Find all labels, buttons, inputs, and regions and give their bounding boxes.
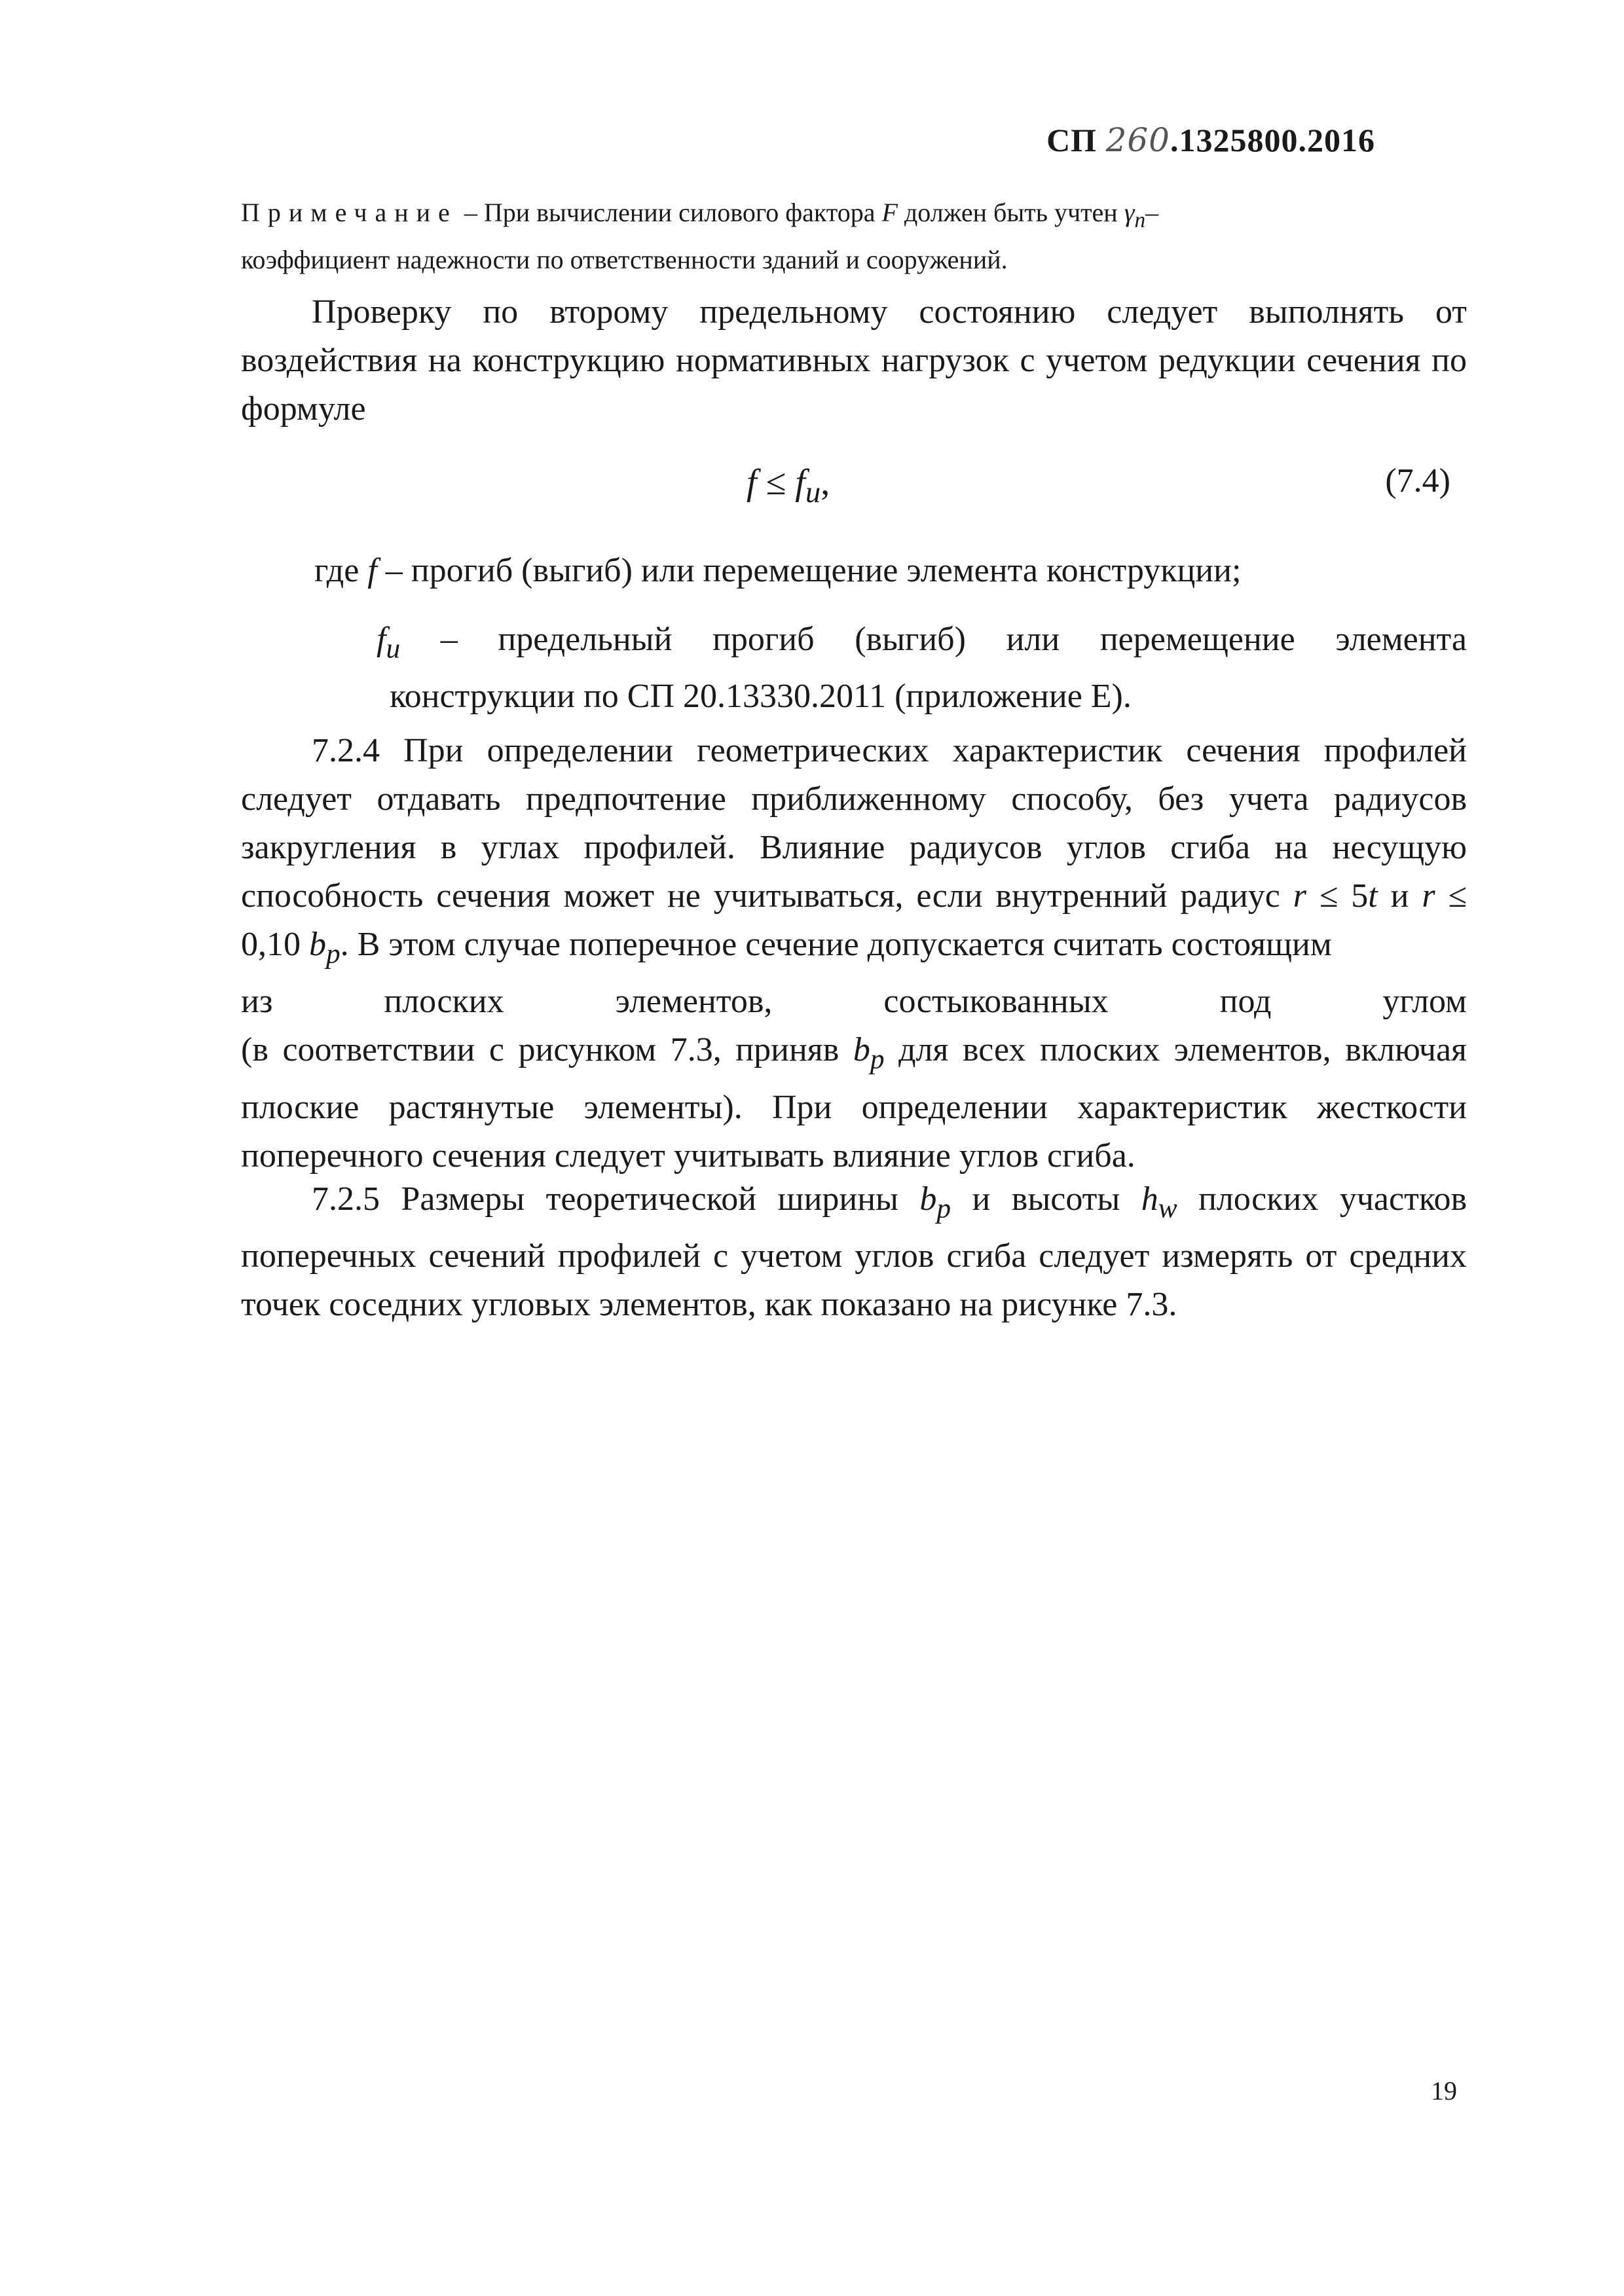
note-symbol-F: F [881, 198, 898, 227]
fu-definition-line-1 [377, 615, 1467, 672]
paragraph-7-2-4-tail [241, 1026, 1467, 1180]
p724-bp2: b [853, 1031, 870, 1069]
spread-word: под [1219, 983, 1272, 1021]
p725-text-3: плоских участков поперечных сечений профилей с учетом углов сгиба следует измерять от средних точек соседних угловых элементов, как показано на рисунке 7.3. [241, 1180, 1467, 1324]
paragraph-second-limit-state: Проверку по второму предельному состоянию следует выполнять от воздействия на конструкцию нормативных нагрузок с учетом редукции сечения по формуле [241, 293, 1467, 428]
p725-bp: b [919, 1180, 937, 1218]
note-block [241, 193, 1467, 280]
spread-word: элементов, [615, 983, 773, 1021]
note-dash: – [1145, 198, 1159, 227]
p724-bp: b [309, 926, 326, 963]
p724-t: t [1368, 877, 1378, 915]
p725-hw-sub: w [1158, 1192, 1177, 1224]
formula-7-4 [747, 462, 830, 510]
where-text: – прогиб (выгиб) или перемещение элемента конструкции; [377, 552, 1242, 589]
p724-cond1: ≤ 5 [1306, 877, 1369, 915]
formula-fu: f [795, 462, 805, 503]
note-line-2: коэффициент надежности по ответственности зданий и сооружений. [241, 245, 1008, 274]
fu-symbol: f [377, 621, 386, 658]
formula-number: (7.4) [1385, 462, 1450, 500]
formula-comma: , [821, 462, 830, 503]
fu-symbol-sub: u [386, 632, 401, 665]
note-gamma: γ [1124, 198, 1135, 227]
spread-word: из [241, 983, 273, 1021]
p724-text-3: (в соответствии с рисунком 7.3, приняв [241, 1031, 853, 1069]
p725-hw: h [1141, 1180, 1158, 1218]
paragraph-7-2-4 [241, 727, 1467, 1180]
p725-text-2: и высоты [951, 1180, 1141, 1218]
p725-text-1: 7.2.5 Размеры теоретической ширины [312, 1180, 920, 1218]
spread-word: плоских [384, 983, 504, 1021]
p724-text-4: для всех плоских элементов, включая плоские растянутые элементы). При определении характеристик жесткости поперечного сечения следует учитывать влияние углов сгиба. [241, 1031, 1467, 1175]
p724-text-1: 7.2.4 При определении геометрических характеристик сечения профилей следует отдавать предпочтение приближенному способу, без учета радиусов закругления в углах профилей. Влияние радиусов углов сгиба на несущую способность сечения может не учитываться, если внутренний радиус [241, 732, 1467, 915]
fu-definition [377, 615, 1467, 721]
spread-word: углом [1382, 983, 1467, 1021]
formula-operator: ≤ [756, 462, 796, 503]
paragraph-7-2-5 [241, 1175, 1467, 1329]
paragraph-7-2-4-spread-line [241, 977, 1467, 1026]
p724-and: и [1377, 877, 1422, 915]
fu-definition-line-2: конструкции по СП 20.13330.2011 (приложение Е). [390, 678, 1132, 716]
spread-word: состыкованных [883, 983, 1109, 1021]
note-text-2: должен быть учтен [897, 198, 1124, 227]
header-prefix: СП [1046, 122, 1106, 158]
header-suffix: .1325800.2016 [1170, 122, 1375, 158]
p724-bp-sub: p [326, 938, 341, 970]
handwritten-number: 260 [1105, 121, 1170, 159]
where-symbol-f: f [367, 552, 377, 589]
fu-text-1: – предельный прогиб (выгиб) или перемещение элемента [400, 621, 1467, 658]
note-gamma-sub: n [1134, 208, 1146, 232]
document-code-header [1046, 121, 1375, 159]
p724-r1: r [1293, 877, 1306, 915]
note-label: Примечание [241, 198, 458, 227]
note-text-1: – При вычислении силового фактора [457, 198, 882, 227]
where-prefix: где [314, 552, 368, 589]
p724-cond2: ≤ 0,10 [241, 877, 1467, 963]
p724-text-2: . В этом случае поперечное сечение допускается считать состоящим [340, 926, 1332, 963]
p724-r2: r [1422, 877, 1435, 915]
paragraph-7-2-4-main [241, 727, 1467, 977]
p724-bp2-sub: p [870, 1043, 885, 1075]
page-number: 19 [1431, 2076, 1457, 2105]
formula-fu-sub: u [805, 475, 821, 510]
formula-f: f [747, 462, 757, 503]
where-f-definition [314, 547, 1467, 595]
p725-bp-sub: p [936, 1192, 951, 1224]
